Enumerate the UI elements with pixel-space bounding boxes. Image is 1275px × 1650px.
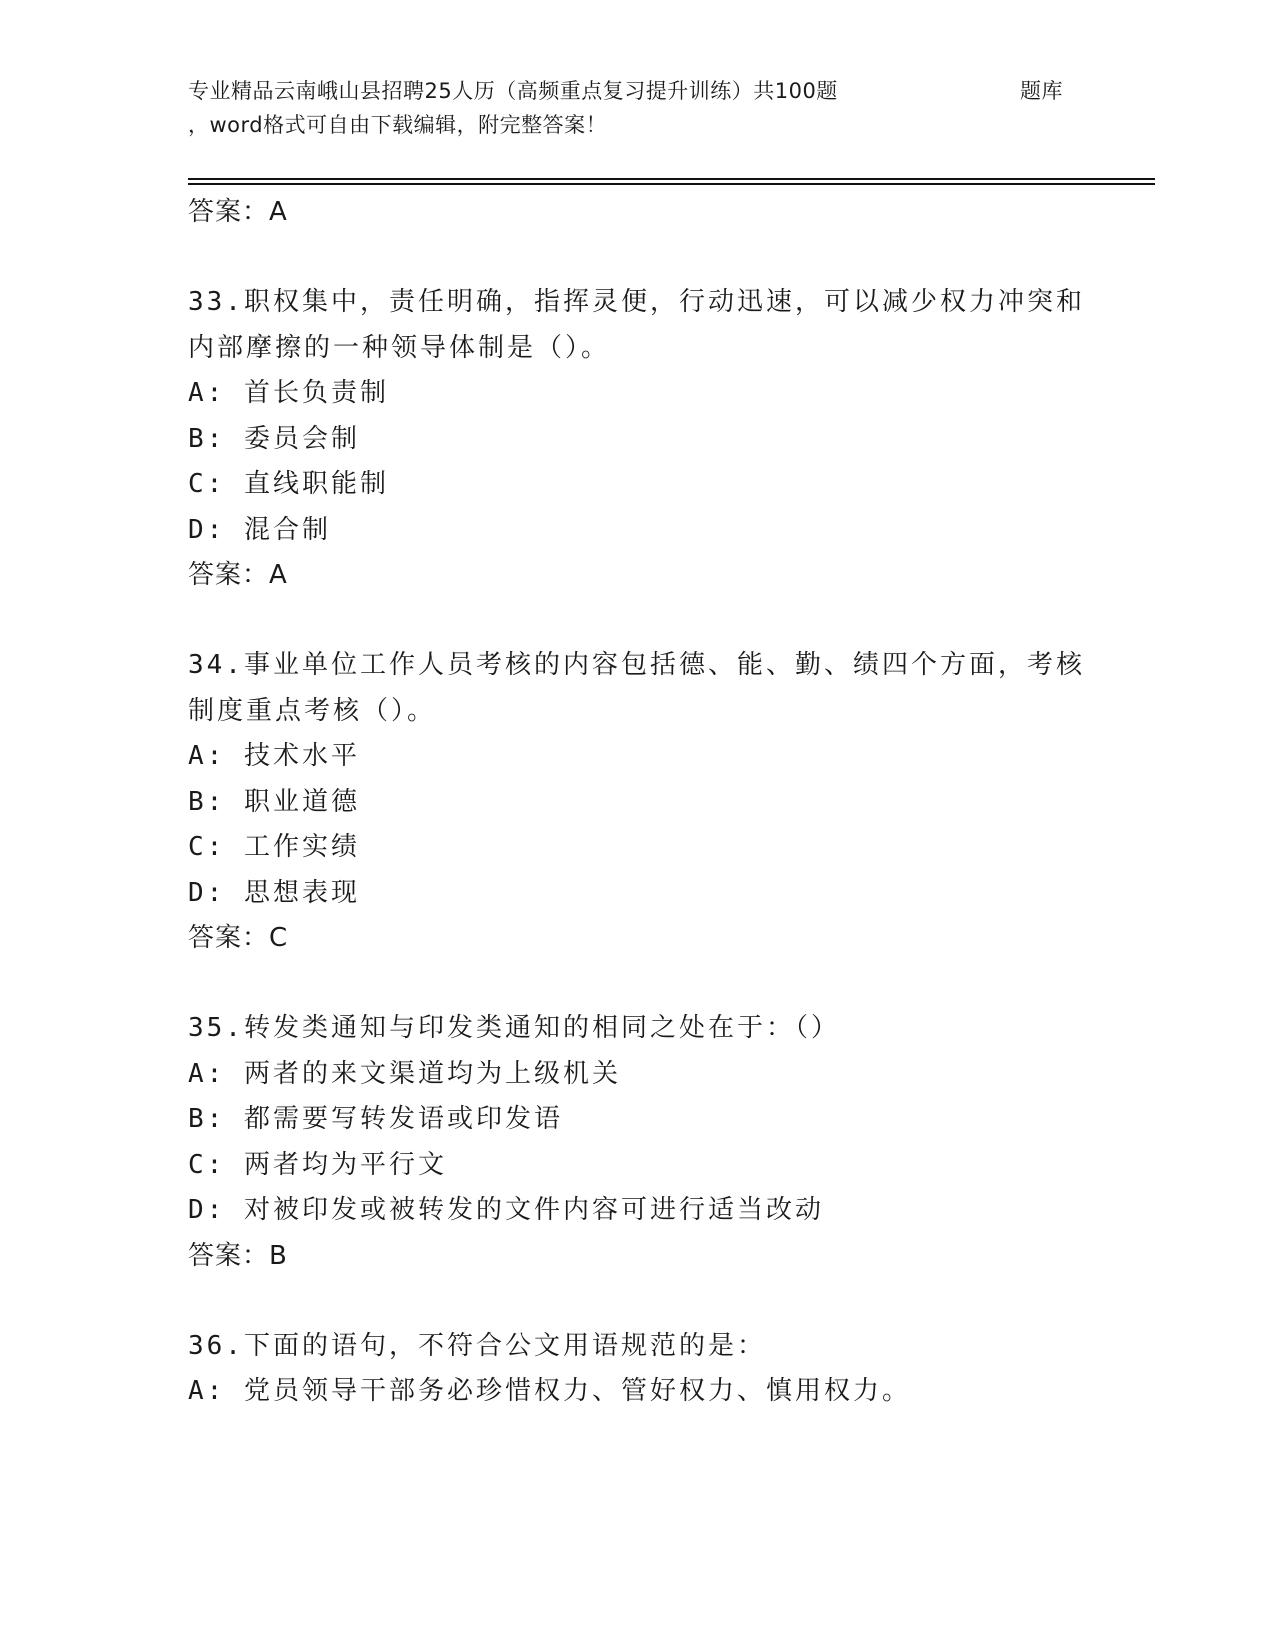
question-text: 内部摩擦的一种领导体制是（）。 <box>188 332 611 363</box>
document-title: 专业精品云南峨山县招聘25人历（高频重点复习提升训练）共100题 <box>188 79 838 103</box>
question-text: 33.职权集中，责任明确，指挥灵便，行动迅速，可以减少权力冲突和 <box>188 287 1085 317</box>
option-a: A: 两者的来文渠道均为上级机关 <box>188 1058 621 1089</box>
answer-32: 答案：A <box>188 197 288 227</box>
option-c: C: 两者均为平行文 <box>188 1149 447 1180</box>
option-b: B: 都需要写转发语或印发语 <box>188 1104 563 1134</box>
answer-35: 答案：B <box>188 1240 288 1271</box>
page-header <box>188 74 1068 142</box>
question-text: 34.事业单位工作人员考核的内容包括德、能、勤、绩四个方面，考核 <box>188 650 1085 680</box>
header-right-label: 题库 <box>1020 79 1063 103</box>
option-a: A: 党员领导干部务必珍惜权力、管好权力、慎用权力。 <box>188 1376 911 1406</box>
option-a: A: 技术水平 <box>188 741 360 771</box>
question-36 <box>188 1324 1068 1415</box>
question-33 <box>188 280 1085 597</box>
option-b: B: 职业道德 <box>188 786 360 817</box>
question-34 <box>188 643 1085 960</box>
option-b: B: 委员会制 <box>188 423 360 454</box>
option-d: D: 对被印发或被转发的文件内容可进行适当改动 <box>188 1195 824 1225</box>
option-c: C: 直线职能制 <box>188 469 389 499</box>
question-list <box>188 190 1085 1415</box>
option-c: C: 工作实绩 <box>188 832 360 862</box>
option-a: A: 首长负责制 <box>188 378 389 408</box>
document-subtitle: ，word格式可自由下载编辑，附完整答案！ <box>188 113 608 137</box>
question-text: 制度重点考核（）。 <box>188 695 437 726</box>
option-d: D: 思想表现 <box>188 877 360 908</box>
option-d: D: 混合制 <box>188 514 331 545</box>
question-text: 35.转发类通知与印发类通知的相同之处在于：（） <box>188 1013 840 1043</box>
header-rule <box>188 178 1155 180</box>
answer-34: 答案：C <box>188 923 289 953</box>
question-35 <box>188 1006 1068 1278</box>
answer-33: 答案：A <box>188 560 288 590</box>
header-line <box>188 74 1068 108</box>
question-text: 36.下面的语句，不符合公文用语规范的是： <box>188 1330 766 1361</box>
header-rule <box>188 183 1155 185</box>
